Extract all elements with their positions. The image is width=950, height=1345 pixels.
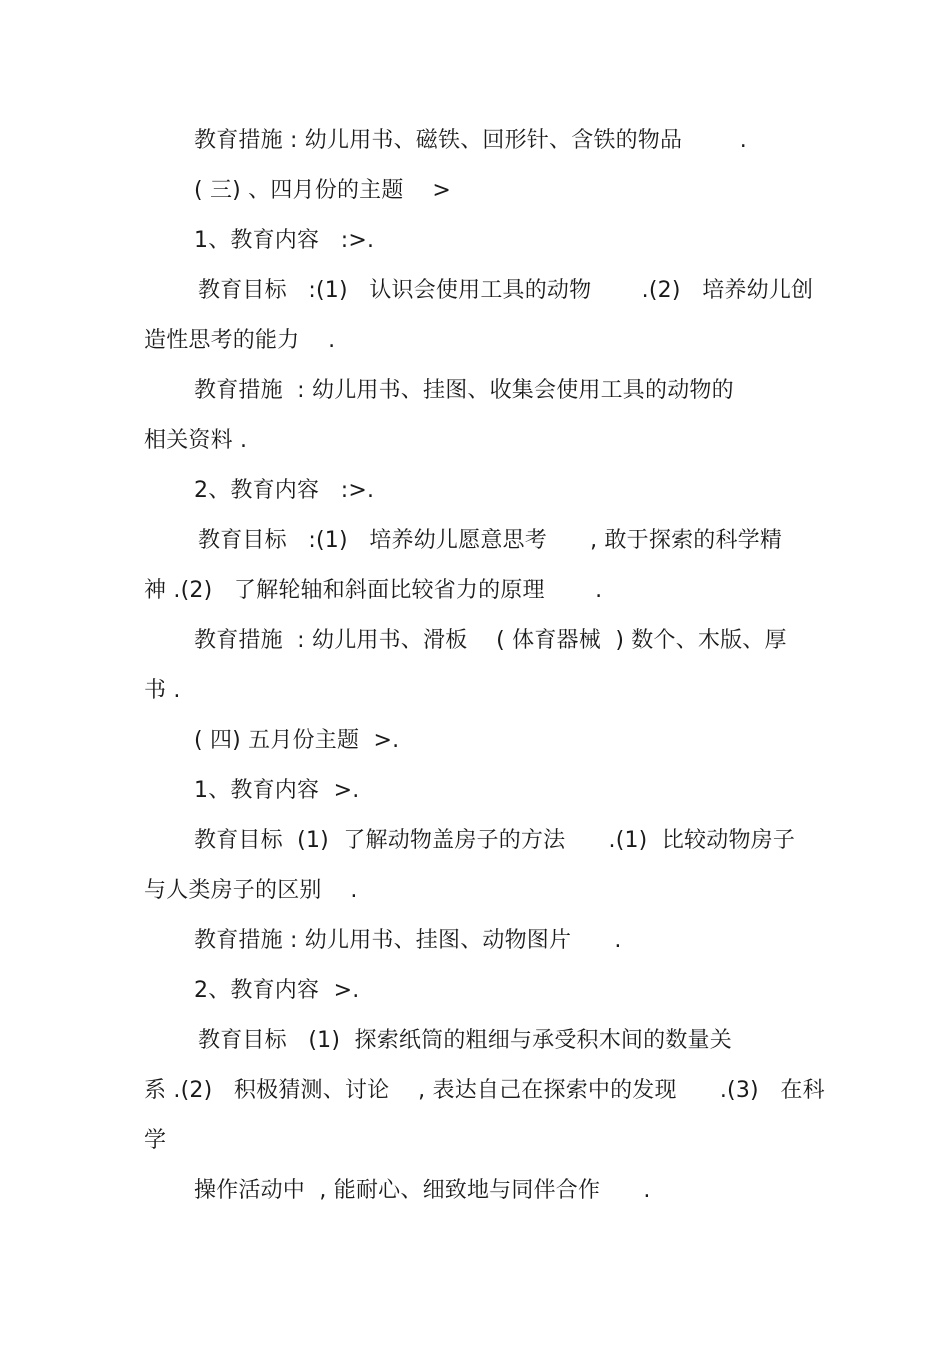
goal-line-tubes-cont-2: 学 bbox=[144, 1128, 167, 1153]
goal-line-tools: 教育目标 :(1) 认识会使用工具的动物 .(2) 培养幼儿创 bbox=[198, 278, 814, 303]
goal-line-tubes: 教育目标 (1) 探索纸筒的粗细与承受积木间的数量关 bbox=[198, 1028, 732, 1053]
content-heading-4: 2、教育内容 >. bbox=[194, 978, 360, 1003]
content-heading-2: 2、教育内容 :>. bbox=[194, 478, 375, 503]
section-four-heading: ( 四) 五月份主题 >. bbox=[194, 728, 400, 753]
measures-line-slide-cont: 书 . bbox=[144, 678, 181, 703]
goal-line-explore-cont: 神 .(2) 了解轮轴和斜面比较省力的原理 . bbox=[144, 578, 603, 603]
measures-line-pictures: 教育措施 : 幼儿用书、挂图、动物图片 . bbox=[194, 928, 622, 953]
goal-line-explore: 教育目标 :(1) 培养幼儿愿意思考 , 敢于探索的科学精 bbox=[198, 528, 783, 553]
content-heading-1: 1、教育内容 :>. bbox=[194, 228, 375, 253]
goal-line-houses-cont: 与人类房子的区别 . bbox=[144, 878, 358, 903]
goal-line-tubes-cont: 系 .(2) 积极猜测、讨论 , 表达自己在探索中的发现 .(3) 在科 bbox=[144, 1078, 825, 1103]
goal-line-cooperate: 操作活动中 , 能耐心、细致地与同伴合作 . bbox=[194, 1178, 651, 1203]
measures-line-magnet: 教育措施 : 幼儿用书、磁铁、回形针、含铁的物品 . bbox=[194, 128, 747, 153]
goal-line-houses: 教育目标 (1) 了解动物盖房子的方法 .(1) 比较动物房子 bbox=[194, 828, 796, 853]
measures-line-tools: 教育措施 : 幼儿用书、挂图、收集会使用工具的动物的 bbox=[194, 378, 734, 403]
measures-line-tools-cont: 相关资料 . bbox=[144, 428, 248, 453]
section-three-heading: ( 三) 、四月份的主题 > bbox=[194, 178, 451, 203]
measures-line-slide: 教育措施 : 幼儿用书、滑板 ( 体育器械 ) 数个、木版、厚 bbox=[194, 628, 787, 653]
goal-line-tools-cont: 造性思考的能力 . bbox=[144, 328, 336, 353]
content-heading-3: 1、教育内容 >. bbox=[194, 778, 360, 803]
